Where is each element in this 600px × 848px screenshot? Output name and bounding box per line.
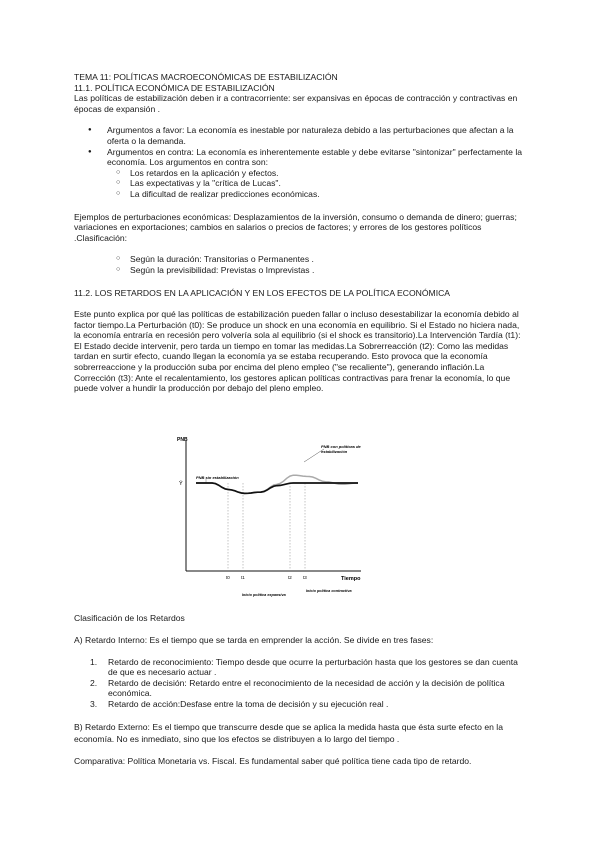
list-item: 3. Retardo de acción:Desfase entre la toma de decisión y su ejecución real . xyxy=(90,698,389,709)
document-page xyxy=(74,72,526,394)
list-item: ○ La dificultad de realizar predicciones económicas. xyxy=(74,189,526,200)
list-item: ○ Las expectativas y la "crítica de Lucas". xyxy=(74,178,526,189)
tick-label-t3: t3 xyxy=(303,575,307,580)
y-mark: Ȳ xyxy=(179,481,183,487)
y-axis-label: PNB xyxy=(177,437,188,443)
section-1-heading: 11.1. POLÍTICA ECONÓMICA DE ESTABILIZACIÓN xyxy=(74,82,275,93)
document-title: TEMA 11: POLÍTICAS MACROECONÓMICAS DE ESTABILIZACIÓN xyxy=(74,72,338,82)
classification-list xyxy=(74,254,526,275)
list-item: ○ Según la duración: Transitorias o Permanentes . xyxy=(74,254,526,265)
list-item: ○ Según la previsibilidad: Previstas o Imprevistas . xyxy=(74,265,526,276)
tick-label-t1: t1 xyxy=(241,575,245,580)
list-item: ● Argumentos a favor: La economía es inestable por naturaleza debido a las perturbaciones que afectan a la oferta o la demanda. xyxy=(74,125,526,146)
label-with-policies-line: PNB con políticas de xyxy=(321,444,361,449)
label-no-stabilization: PNB sin estabilización xyxy=(196,475,239,480)
internal-lag-phases xyxy=(74,657,526,710)
comparative-paragraph: Comparativa: Política Monetaria vs. Fiscal. Es fundamental saber qué política tiene cada tipo de retardo. xyxy=(74,755,472,766)
list-item: 1. Retardo de reconocimiento: Tiempo desde que ocurre la perturbación hasta que los gestores se dan cuenta de que es necesario actuar . xyxy=(90,656,518,678)
reference-lines xyxy=(228,483,305,571)
label-with-policies xyxy=(321,444,362,454)
tick-label-t0: t0 xyxy=(226,575,230,580)
x-axis-label: Tiempo xyxy=(341,576,361,582)
list-item: ○ Los retardos en la aplicación y efectos. xyxy=(74,168,526,179)
internal-lag-paragraph: A) Retardo Interno: Es el tiempo que se tarda en emprender la acción. Se divide en tres fases: xyxy=(74,634,434,645)
tick-label-t2: t2 xyxy=(288,575,292,580)
examples-paragraph: Ejemplos de perturbaciones económicas: Desplazamientos de la inversión, consumo o demanda de dinero; guerras; variaciones en exportaciones; cambios en salarios o precios de factores; y errores de los gestores políticos .Clasificación: xyxy=(74,211,517,243)
section-2-paragraph: Este punto explica por qué las políticas de estabilización pueden fallar o incluso desestabilizar la economía debido al factor tiempo.La Perturbación (t0): Se produce un shock en una economía en equilibrio. Si el Estado no hiciera nada, la economía entraría en recesión pero volvería sola al equilibrio (si el shock es transitorio).La Intervención Tardía (t1): El Estado decide intervenir, pero tarda un tiempo en tomar las medidas.La Sobrerreacción (t2): Como las medidas tardan en surtir efecto, cuando llegan la economía ya se estaba recuperando. Esto provoca que la economía sobrerreaccione y la producción suba por encima del pleno empleo ("se recaliente"), generando inflación.La Corrección (t3): Ante el recalentamiento, los gestores aplican políticas contractivas para frenar la economía, lo que puede volver a hundir la producción por debajo del pleno empleo. xyxy=(74,309,521,394)
retardos-section xyxy=(74,613,526,766)
arguments-list xyxy=(74,125,526,167)
section-2-heading: 11.2. LOS RETARDOS EN LA APLICACIÓN Y EN LOS EFECTOS DE LA POLÍTICA ECONÓMICA xyxy=(74,287,451,298)
gnp-stabilization-chart xyxy=(176,433,366,603)
annotation-contractive: Inicio política contractiva xyxy=(306,589,352,593)
section-1-intro: Las políticas de estabilización deben ir a contracorriente: ser expansivas en épocas de contracción y contractivas en épocas de expansión . xyxy=(74,93,518,114)
arguments-against-list xyxy=(74,168,526,200)
label-leader xyxy=(304,449,324,462)
annotation-expansive: Inicio política expansiva xyxy=(242,593,286,597)
list-item: 2. Retardo de decisión: Retardo entre el reconocimiento de la necesidad de acción y la decisión de política económica. xyxy=(90,677,505,699)
section-3-heading: Clasificación de los Retardos xyxy=(74,613,185,623)
external-lag-paragraph: B) Retardo Externo: Es el tiempo que transcurre desde que se aplica la medida hasta que ésta surte efecto en la economía. No es inmediato, sino que los efectos se distribuyen a lo largo del tiempo . xyxy=(74,721,503,744)
label-with-policies-line: estabilización xyxy=(321,449,348,454)
list-item: ● Argumentos en contra: La economía es inherentemente estable y debe evitarse "sintonizar" perfectamente la economía. Los argumentos en contra son: xyxy=(74,147,526,168)
